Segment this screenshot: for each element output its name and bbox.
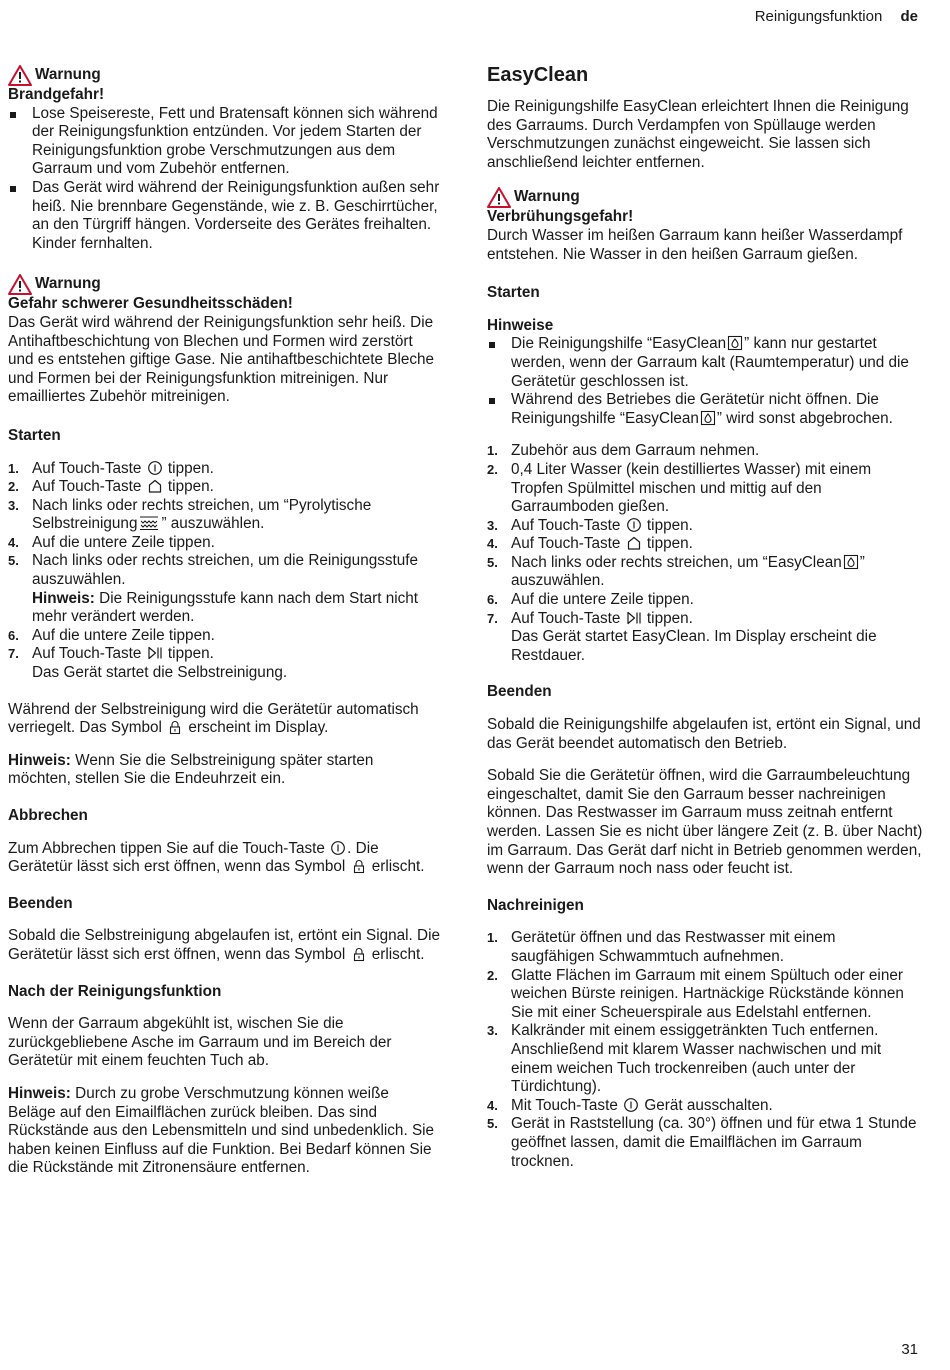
warning-icon bbox=[8, 273, 32, 295]
step-item: 1. Zubehör aus dem Garraum nehmen. bbox=[487, 442, 760, 460]
step-item: 2. 0,4 Liter Wasser (kein destilliertes Wasser) mit einem Tropfen Spülmittel mischen und mittig auf den Garraumboden gießen. bbox=[487, 460, 872, 516]
home-key-icon bbox=[147, 478, 163, 494]
hint-label: Hinweis: bbox=[32, 589, 95, 607]
step-number: 5. bbox=[487, 1116, 498, 1132]
section-heading-start: Starten bbox=[8, 426, 61, 444]
warning-text: Das Gerät wird während der Reinigungsfunktion sehr heiß. Die Antihaftbeschichtung von Blechen und Formen wird zerstört und es entstehen giftige Gase. Nie antihaftbeschichtete Bleche und Formen bei der Reinigungsfunktion mitreinigen. Nur emailliertes Zubehör mitreinigen. bbox=[8, 313, 435, 406]
hint-label: Hinweis: bbox=[8, 1084, 71, 1102]
pyrolysis-icon bbox=[138, 515, 160, 531]
after-cleaning-paragraph: Wenn der Garraum abgekühlt ist, wischen Sie die zurückgebliebene Asche im Garraum und im Bereich der Gerätetür mit einem feuchten Tuch ab. bbox=[8, 1015, 392, 1070]
section-heading-end: Beenden bbox=[8, 894, 73, 912]
warning-subtitle: Gefahr schwerer Gesundheitsschäden! bbox=[8, 295, 293, 313]
easyclean-icon bbox=[727, 335, 743, 351]
warning-health bbox=[8, 273, 440, 407]
step-item: 7. Auf Touch-Taste tippen. Das Gerät startet die Selbstreinigung. bbox=[8, 645, 288, 682]
step-number: 4. bbox=[487, 536, 498, 552]
section-title-easyclean: EasyClean bbox=[487, 64, 589, 86]
left-column bbox=[8, 64, 440, 1192]
step-number: 4. bbox=[8, 534, 19, 550]
step-item: 1. Gerätetür öffnen und das Restwasser mit einem saugfähigen Schwammtuch aufnehmen. bbox=[487, 929, 836, 965]
step-item: 5. Gerät in Raststellung (ca. 30°) öffnen und für etwa 1 Stunde geöffnet lassen, damit die Emailflächen im Garraum trocknen. bbox=[487, 1115, 917, 1170]
hint-paragraph: Hinweis: Wenn Sie die Selbstreinigung später starten möchten, stellen Sie die Endeuhrzeit ein. bbox=[8, 751, 374, 788]
step-number: 5. bbox=[487, 554, 498, 570]
step-number: 1. bbox=[8, 460, 19, 476]
step-number: 1. bbox=[487, 930, 498, 946]
end-paragraph: Sobald die Reinigungshilfe abgelaufen ist, ertönt ein Signal, und das Gerät beendet automatisch den Betrieb. bbox=[487, 716, 921, 752]
easyclean-intro: Die Reinigungshilfe EasyClean erleichtert Ihnen die Reinigung des Garraums. Durch Verdampfen von Spüllauge werden Verschmutzungen zunächst eingeweicht. Sie lassen sich anschließend leichter entfernen. bbox=[487, 98, 909, 171]
power-key-icon bbox=[626, 517, 642, 533]
section-heading-post-cleaning: Nachreinigen bbox=[487, 896, 584, 914]
step-item: 2. Auf Touch-Taste tippen. bbox=[8, 478, 214, 496]
step-item: 5. Nach links oder rechts streichen, um “EasyClean ” auszuwählen. bbox=[487, 553, 865, 590]
warning-title: Warnung bbox=[514, 188, 580, 206]
list-item: Lose Speisereste, Fett und Bratensaft können sich während der Reinigungsfunktion entzünden. Vor jedem Starten der Reinigungsfunktion grobe Verschmutzungen aus dem Garraum und vom Zubehör entfernen. bbox=[8, 105, 440, 179]
hint-paragraph: Hinweis: Durch zu grobe Verschmutzung können weiße Beläge auf den Eimailflächen zurück bleiben. Das sind Rückstände aus den Lebensmitteln und sind unbedenklich. Sie haben keinen Einfluss auf die Funktion. Bei Bedarf können Sie die Rückstände mit Zitronensäure entfernen. bbox=[8, 1084, 435, 1177]
section-heading-cancel: Abbrechen bbox=[8, 807, 88, 824]
easyclean-icon bbox=[843, 554, 859, 570]
step-number: 4. bbox=[487, 1097, 498, 1113]
easyclean-icon bbox=[700, 410, 716, 426]
list-item: Das Gerät wird während der Reinigungsfunktion außen sehr heiß. Nie brennbare Gegenstände, wie z. B. Geschirrtücher, an den Türgriff hängen. Vorderseite des Gerätes freihalten. Kinder fernhalten. bbox=[8, 179, 440, 253]
warning-subtitle: Verbrühungsgefahr! bbox=[487, 208, 634, 226]
step-number: 7. bbox=[8, 646, 19, 662]
warning-bullet-list bbox=[8, 105, 440, 254]
step-number: 3. bbox=[8, 497, 19, 513]
page-header bbox=[755, 8, 918, 27]
step-number: 3. bbox=[487, 1023, 498, 1039]
power-key-icon bbox=[623, 1097, 639, 1113]
lock-icon bbox=[351, 946, 367, 962]
step-number: 2. bbox=[8, 479, 19, 495]
step-item: 3. Nach links oder rechts streichen, um “Pyrolytische Selbstreinigung ” auszuwählen. bbox=[8, 496, 372, 533]
hints-list bbox=[487, 335, 923, 428]
step-item: 3. Auf Touch-Taste tippen. bbox=[487, 516, 693, 534]
warning-text: Durch Wasser im heißen Garraum kann heißer Wasserdampf entstehen. Nie Wasser in den heißen Garraum gießen. bbox=[487, 226, 903, 263]
start-steps-list bbox=[8, 460, 440, 683]
easyclean-steps-list bbox=[487, 442, 923, 665]
post-cleaning-steps-list bbox=[487, 929, 923, 1171]
header-section-title: Reinigungsfunktion bbox=[754, 8, 883, 25]
lock-icon bbox=[351, 858, 367, 874]
section-heading-end: Beenden bbox=[487, 683, 552, 701]
start-pause-key-icon bbox=[626, 610, 642, 626]
warning-fire bbox=[8, 64, 440, 253]
step-number: 2. bbox=[487, 461, 498, 477]
end-paragraph: Sobald die Selbstreinigung abgelaufen ist, ertönt ein Signal. Die Gerätetür lässt sich erst öffnen, wenn das Symbol erlischt. bbox=[8, 927, 441, 963]
header-language: de bbox=[900, 8, 918, 25]
step-number: 6. bbox=[8, 627, 19, 643]
step-number: 1. bbox=[487, 443, 498, 459]
step-item: 6. Auf die untere Zeile tippen. bbox=[8, 626, 215, 644]
step-item: 3. Kalkränder mit einem essiggetränkten Tuch entfernen. Anschließend mit klarem Wasser nachwischen und mit einem weichen Tuch trockenreiben (auch unter der Türdichtung). bbox=[487, 1022, 882, 1096]
page-number: 31 bbox=[901, 1341, 918, 1359]
warning-scalding bbox=[487, 186, 923, 264]
step-number: 6. bbox=[487, 592, 498, 608]
power-key-icon bbox=[330, 840, 346, 856]
cancel-paragraph: Zum Abbrechen tippen Sie auf die Touch-Taste . Die Gerätetür lässt sich erst öffnen, wenn das Symbol erlischt. bbox=[8, 839, 425, 876]
step-number: 2. bbox=[487, 967, 498, 983]
right-column bbox=[487, 64, 923, 1189]
warning-title: Warnung bbox=[35, 65, 101, 83]
home-key-icon bbox=[626, 535, 642, 551]
section-heading-after-cleaning: Nach der Reinigungsfunktion bbox=[8, 982, 222, 1000]
lock-icon bbox=[167, 719, 183, 735]
step-item: 6. Auf die untere Zeile tippen. bbox=[487, 591, 694, 609]
hints-heading: Hinweise bbox=[487, 316, 554, 334]
warning-title: Warnung bbox=[35, 275, 101, 293]
step-item: 2. Glatte Flächen im Garraum mit einem Spültuch oder einer weichen Bürste reinigen. Hartnäckige Rückstände können Sie mit einer Scheuerspirale aus Edelstahl entfernen. bbox=[487, 966, 904, 1021]
step-item: 1. Auf Touch-Taste tippen. bbox=[8, 459, 214, 477]
warning-icon bbox=[487, 186, 511, 208]
step-item: 7. Auf Touch-Taste tippen. Das Gerät startet EasyClean. Im Display erscheint die Restdauer. bbox=[487, 609, 877, 664]
start-pause-key-icon bbox=[147, 645, 163, 661]
step-item: 4. Auf die untere Zeile tippen. bbox=[8, 533, 215, 551]
door-lock-paragraph: Während der Selbstreinigung wird die Gerätetür automatisch verriegelt. Das Symbol erscheint im Display. bbox=[8, 700, 419, 737]
list-item: Während des Betriebes die Gerätetür nicht öffnen. Die Reinigungshilfe “EasyClean ” wird sonst abgebrochen. bbox=[487, 391, 923, 428]
step-number: 5. bbox=[8, 553, 19, 569]
list-item: Die Reinigungshilfe “EasyClean ” kann nur gestartet werden, wenn der Garraum kalt (Raumtemperatur) und die Gerätetür geschlossen ist. bbox=[487, 335, 923, 391]
step-item: 4. Auf Touch-Taste tippen. bbox=[487, 535, 693, 553]
warning-icon bbox=[8, 64, 32, 86]
step-number: 7. bbox=[487, 610, 498, 626]
warning-subtitle: Brandgefahr! bbox=[8, 86, 105, 103]
step-item: 4. Mit Touch-Taste Gerät ausschalten. bbox=[487, 1096, 773, 1114]
step-item: 5. Nach links oder rechts streichen, um die Reinigungsstufe auszuwählen. Hinweis: Die Reinigungsstufe kann nach dem Start nicht mehr verändert werden. bbox=[8, 552, 419, 626]
power-key-icon bbox=[147, 460, 163, 476]
section-heading-start: Starten bbox=[487, 284, 540, 302]
hint-label: Hinweis: bbox=[8, 751, 71, 769]
step-number: 3. bbox=[487, 517, 498, 533]
end-paragraph: Sobald Sie die Gerätetür öffnen, wird die Garraumbeleuchtung eingeschaltet, damit Sie den Garraum besser nachreinigen können. Das Restwasser im Garraum muss zeitnah entfernt werden. Lassen Sie es nicht über längere Zeit (z. B. über Nacht) im Garraum. Das Gerät darf nicht in Betrieb genommen werden, wenn der Garraum noch nass oder feucht ist. bbox=[487, 767, 923, 878]
